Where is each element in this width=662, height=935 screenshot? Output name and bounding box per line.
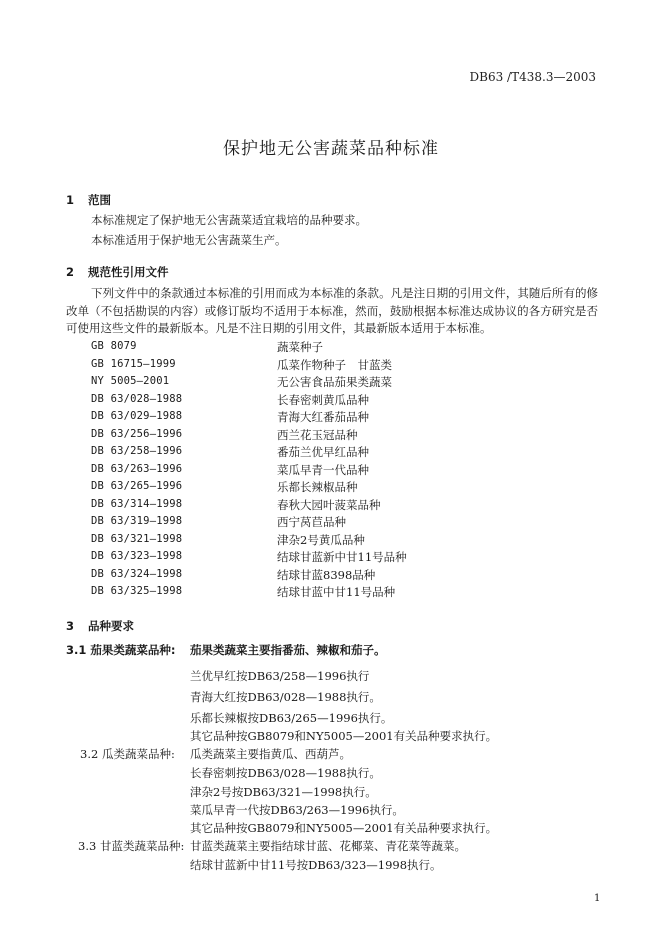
reference-code: GB 8079 [91, 340, 137, 352]
reference-title: 青海大红番茄品种 [277, 410, 369, 424]
reference-title: 西宁莴苣品种 [277, 515, 346, 529]
item-line: 其它品种按GB8079和NY5005—2001有关品种要求执行。 [190, 729, 498, 743]
item-line: 菜瓜早青一代按DB63/263—1996执行。 [190, 803, 404, 817]
reference-code: DB 63/029—1988 [91, 410, 183, 422]
reference-code: DB 63/256—1996 [91, 427, 183, 440]
section-1-heading [66, 192, 111, 208]
item-line: 其它品种按GB8079和NY5005—2001有关品种要求执行。 [190, 821, 498, 835]
item-line: 茄果类蔬菜主要指番茄、辣椒和茄子。 [190, 643, 386, 657]
item-line: 兰优早红按DB63/258—1996执行 [190, 669, 370, 683]
reference-title: 长春密刺黄瓜品种 [277, 392, 369, 407]
item-line: 甘蓝类蔬菜主要指结球甘蓝、花椰菜、青花菜等蔬菜。 [190, 839, 466, 853]
reference-title: 瓜菜作物种子 甘蓝类 [277, 357, 392, 372]
reference-title: 结球甘蓝中甘11号品种 [277, 585, 396, 599]
reference-title: 结球甘蓝新中甘11号品种 [277, 550, 407, 564]
section-title: 品种要求 [88, 619, 134, 633]
item-line: 津杂2号按DB63/321—1998执行。 [190, 785, 377, 799]
item-line: 瓜类蔬菜主要指黄瓜、西葫芦。 [190, 747, 351, 761]
item-3-3-label: 3.3 甘蓝类蔬菜品种: [78, 839, 185, 853]
reference-title: 菜瓜早青一代品种 [277, 462, 369, 477]
reference-code: DB 63/321—1998 [91, 532, 183, 545]
document-title: 保护地无公害蔬菜品种标准 [223, 139, 439, 159]
reference-code: DB 63/265—1996 [91, 480, 183, 492]
reference-code: DB 63/028—1988 [91, 392, 183, 405]
reference-code: NY 5005—2001 [91, 375, 170, 387]
reference-code: DB 63/314—1998 [91, 497, 183, 510]
reference-title: 番茄兰优早红品种 [277, 445, 369, 459]
reference-code: DB 63/263—1996 [91, 462, 183, 475]
reference-code: GB 16715—1999 [91, 357, 176, 370]
item-3-2-label: 3.2 瓜类蔬菜品种: [80, 747, 175, 761]
reference-code: DB 63/324—1998 [91, 567, 183, 580]
reference-title: 津杂2号黄瓜品种 [277, 532, 365, 547]
section-3-heading [66, 618, 134, 634]
section-title: 范围 [88, 193, 111, 207]
item-line: 乐都长辣椒按DB63/265—1996执行。 [190, 711, 393, 725]
section-title: 规范性引用文件 [88, 265, 169, 279]
reference-title: 春秋大园叶菠菜品种 [277, 497, 381, 512]
reference-code: DB 63/325—1998 [91, 585, 183, 597]
item-line: 青海大红按DB63/028—1988执行。 [190, 690, 381, 704]
reference-title: 无公害食品茄果类蔬菜 [277, 375, 392, 389]
section-number: 3 [66, 619, 75, 633]
item-3-1-label: 3.1 茄果类蔬菜品种: [66, 643, 176, 657]
scope-paragraph: 本标准规定了保护地无公害蔬菜适宜栽培的品种要求。 [91, 213, 367, 227]
item-line: 长春密刺按DB63/028—1988执行。 [190, 766, 381, 780]
reference-code: DB 63/323—1998 [91, 550, 183, 562]
reference-code: DB 63/258—1996 [91, 445, 183, 457]
section-2-heading [66, 264, 169, 280]
section-number: 2 [66, 265, 75, 279]
section-number: 1 [66, 193, 75, 207]
reference-title: 西兰花玉冠品种 [277, 427, 358, 442]
reference-code: DB 63/319—1998 [91, 515, 183, 527]
reference-title: 结球甘蓝8398品种 [277, 567, 376, 582]
reference-title: 蔬菜种子 [277, 340, 323, 354]
reference-title: 乐都长辣椒品种 [277, 480, 358, 494]
document-code: DB63 /T438.3—2003 [469, 70, 596, 84]
references-intro: 下列文件中的条款通过本标准的引用而成为本标准的条款。凡是注日期的引用文件，其随后所有的修改单（不包括勘误的内容）或修订版均不适用于本标准，然而，鼓励根据本标准达成协议的各方研究是否可使用这些文件的最新版本。凡是不注日期的引用文件，其最新版本适用于本标准。 [66, 286, 598, 335]
page-number: 1 [594, 893, 601, 904]
scope-paragraph: 本标准适用于保护地无公害蔬菜生产。 [91, 233, 287, 247]
item-line: 结球甘蓝新中甘11号按DB63/323—1998执行。 [190, 858, 442, 872]
